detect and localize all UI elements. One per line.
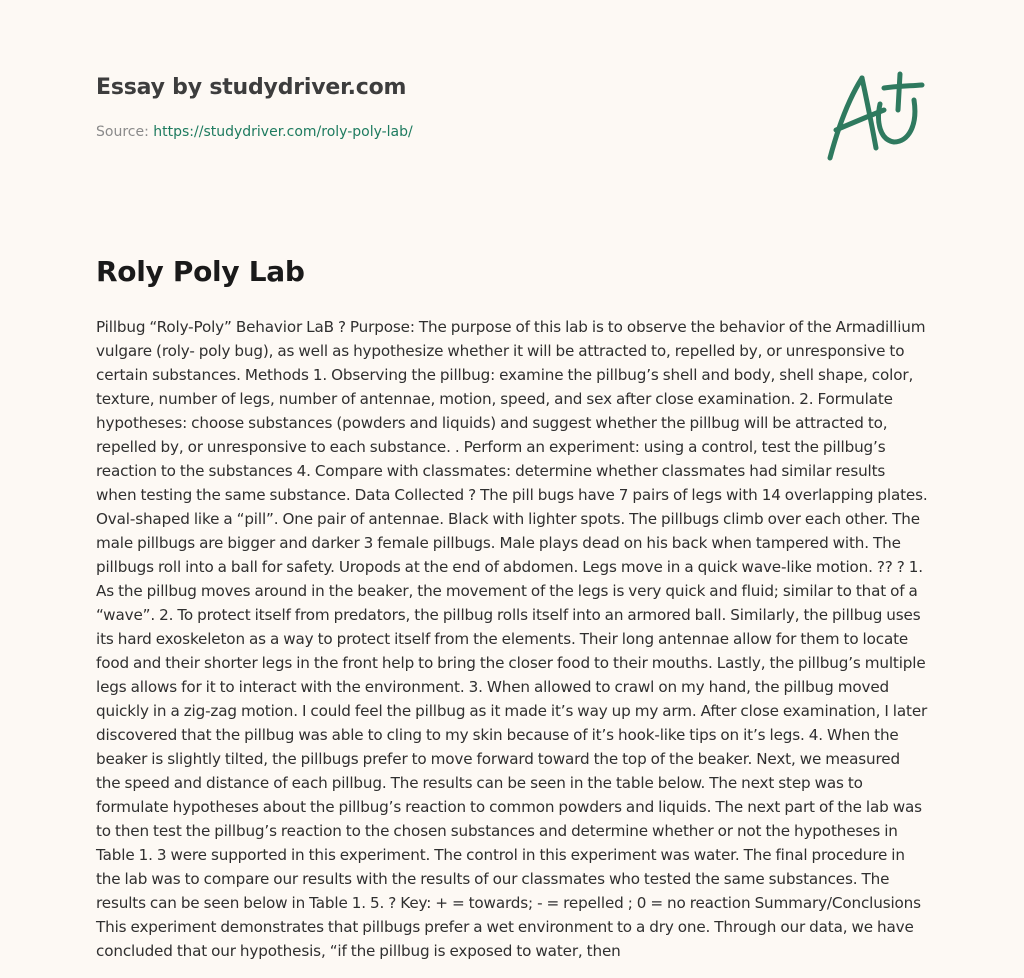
site-brand-heading: Essay by studydriver.com [96, 75, 407, 100]
document-title: Roly Poly Lab [96, 255, 305, 288]
source-line [96, 124, 413, 140]
source-link[interactable]: https://studydriver.com/roly-poly-lab/ [153, 124, 413, 140]
essay-body-text: Pillbug “Roly-Poly” Behavior LaB ? Purpose: The purpose of this lab is to observe the behavior of the Armadillium vulgare (roly- poly bug), as well as hypothesize whether it will be attracted to, repelled by, or unresponsive to certain substances. Methods 1. Observing the pillbug: examine the pillbug’s shell and body, shell shape, color, texture, number of legs, number of antennae, motion, speed, and sex after close examination. 2. Formulate hypotheses: choose substances (powders and liquids) and suggest whether the pillbug will be attracted to, repelled by, or unresponsive to each substance. . Perform an experiment: using a control, test the pillbug’s reaction to the substances 4. Compare with classmates: determine whether classmates had similar results when testing the same substance. Data Collected ? The pill bugs have 7 pairs of legs with 14 overlapping plates. Oval-shaped like a “pill”. One pair of antennae. Black with lighter spots. The pillbugs climb over each other. The male pillbugs are bigger and darker 3 female pillbugs. Male plays dead on his back when tampered with. The pillbugs roll into a ball for safety. Uropods at the end of abdomen. Legs move in a quick wave-like motion. ?? ? 1. As the pillbug moves around in the beaker, the movement of the legs is very quick and fluid; similar to that of a “wave”. 2. To protect itself from predators, the pillbug rolls itself into an armored ball. Similarly, the pillbug uses its hard exoskeleton as a way to protect itself from the elements. Their long antennae allow for them to locate food and their shorter legs in the front help to bring the closer food to their mouths. Lastly, the pillbug’s multiple legs allows for it to interact with the environment. 3. When allowed to crawl on my hand, the pillbug moved quickly in a zig-zag motion. I could feel the pillbug as it made it’s way up my arm. After close examination, I later discovered that the pillbug was able to cling to my skin because of it’s hook-like tips on it’s legs. 4. When the beaker is slightly tilted, the pillbugs prefer to move forward toward the top of the beaker. Next, we measured the speed and distance of each pillbug. The results can be seen in the table below. The next step was to formulate hypotheses about the pillbug’s reaction to common powders and liquids. The next part of the lab was to then test the pillbug’s reaction to the chosen substances and determine whether or not the hypotheses in Table 1. 3 were supported in this experiment. The control in this experiment was water. The final procedure in the lab was to compare our results with the results of our classmates who tested the same substances. The results can be seen below in Table 1. 5. ? Key: + = towards; - = repelled ; 0 = no reaction Summary/Conclusions This experiment demonstrates that pillbugs prefer a wet environment to a dry one. Through our data, we have concluded that our hypothesis, “if the pillbug is exposed to water, then [96, 318, 928, 960]
a-plus-grade-icon [818, 66, 930, 166]
source-label: Source: [96, 124, 149, 140]
